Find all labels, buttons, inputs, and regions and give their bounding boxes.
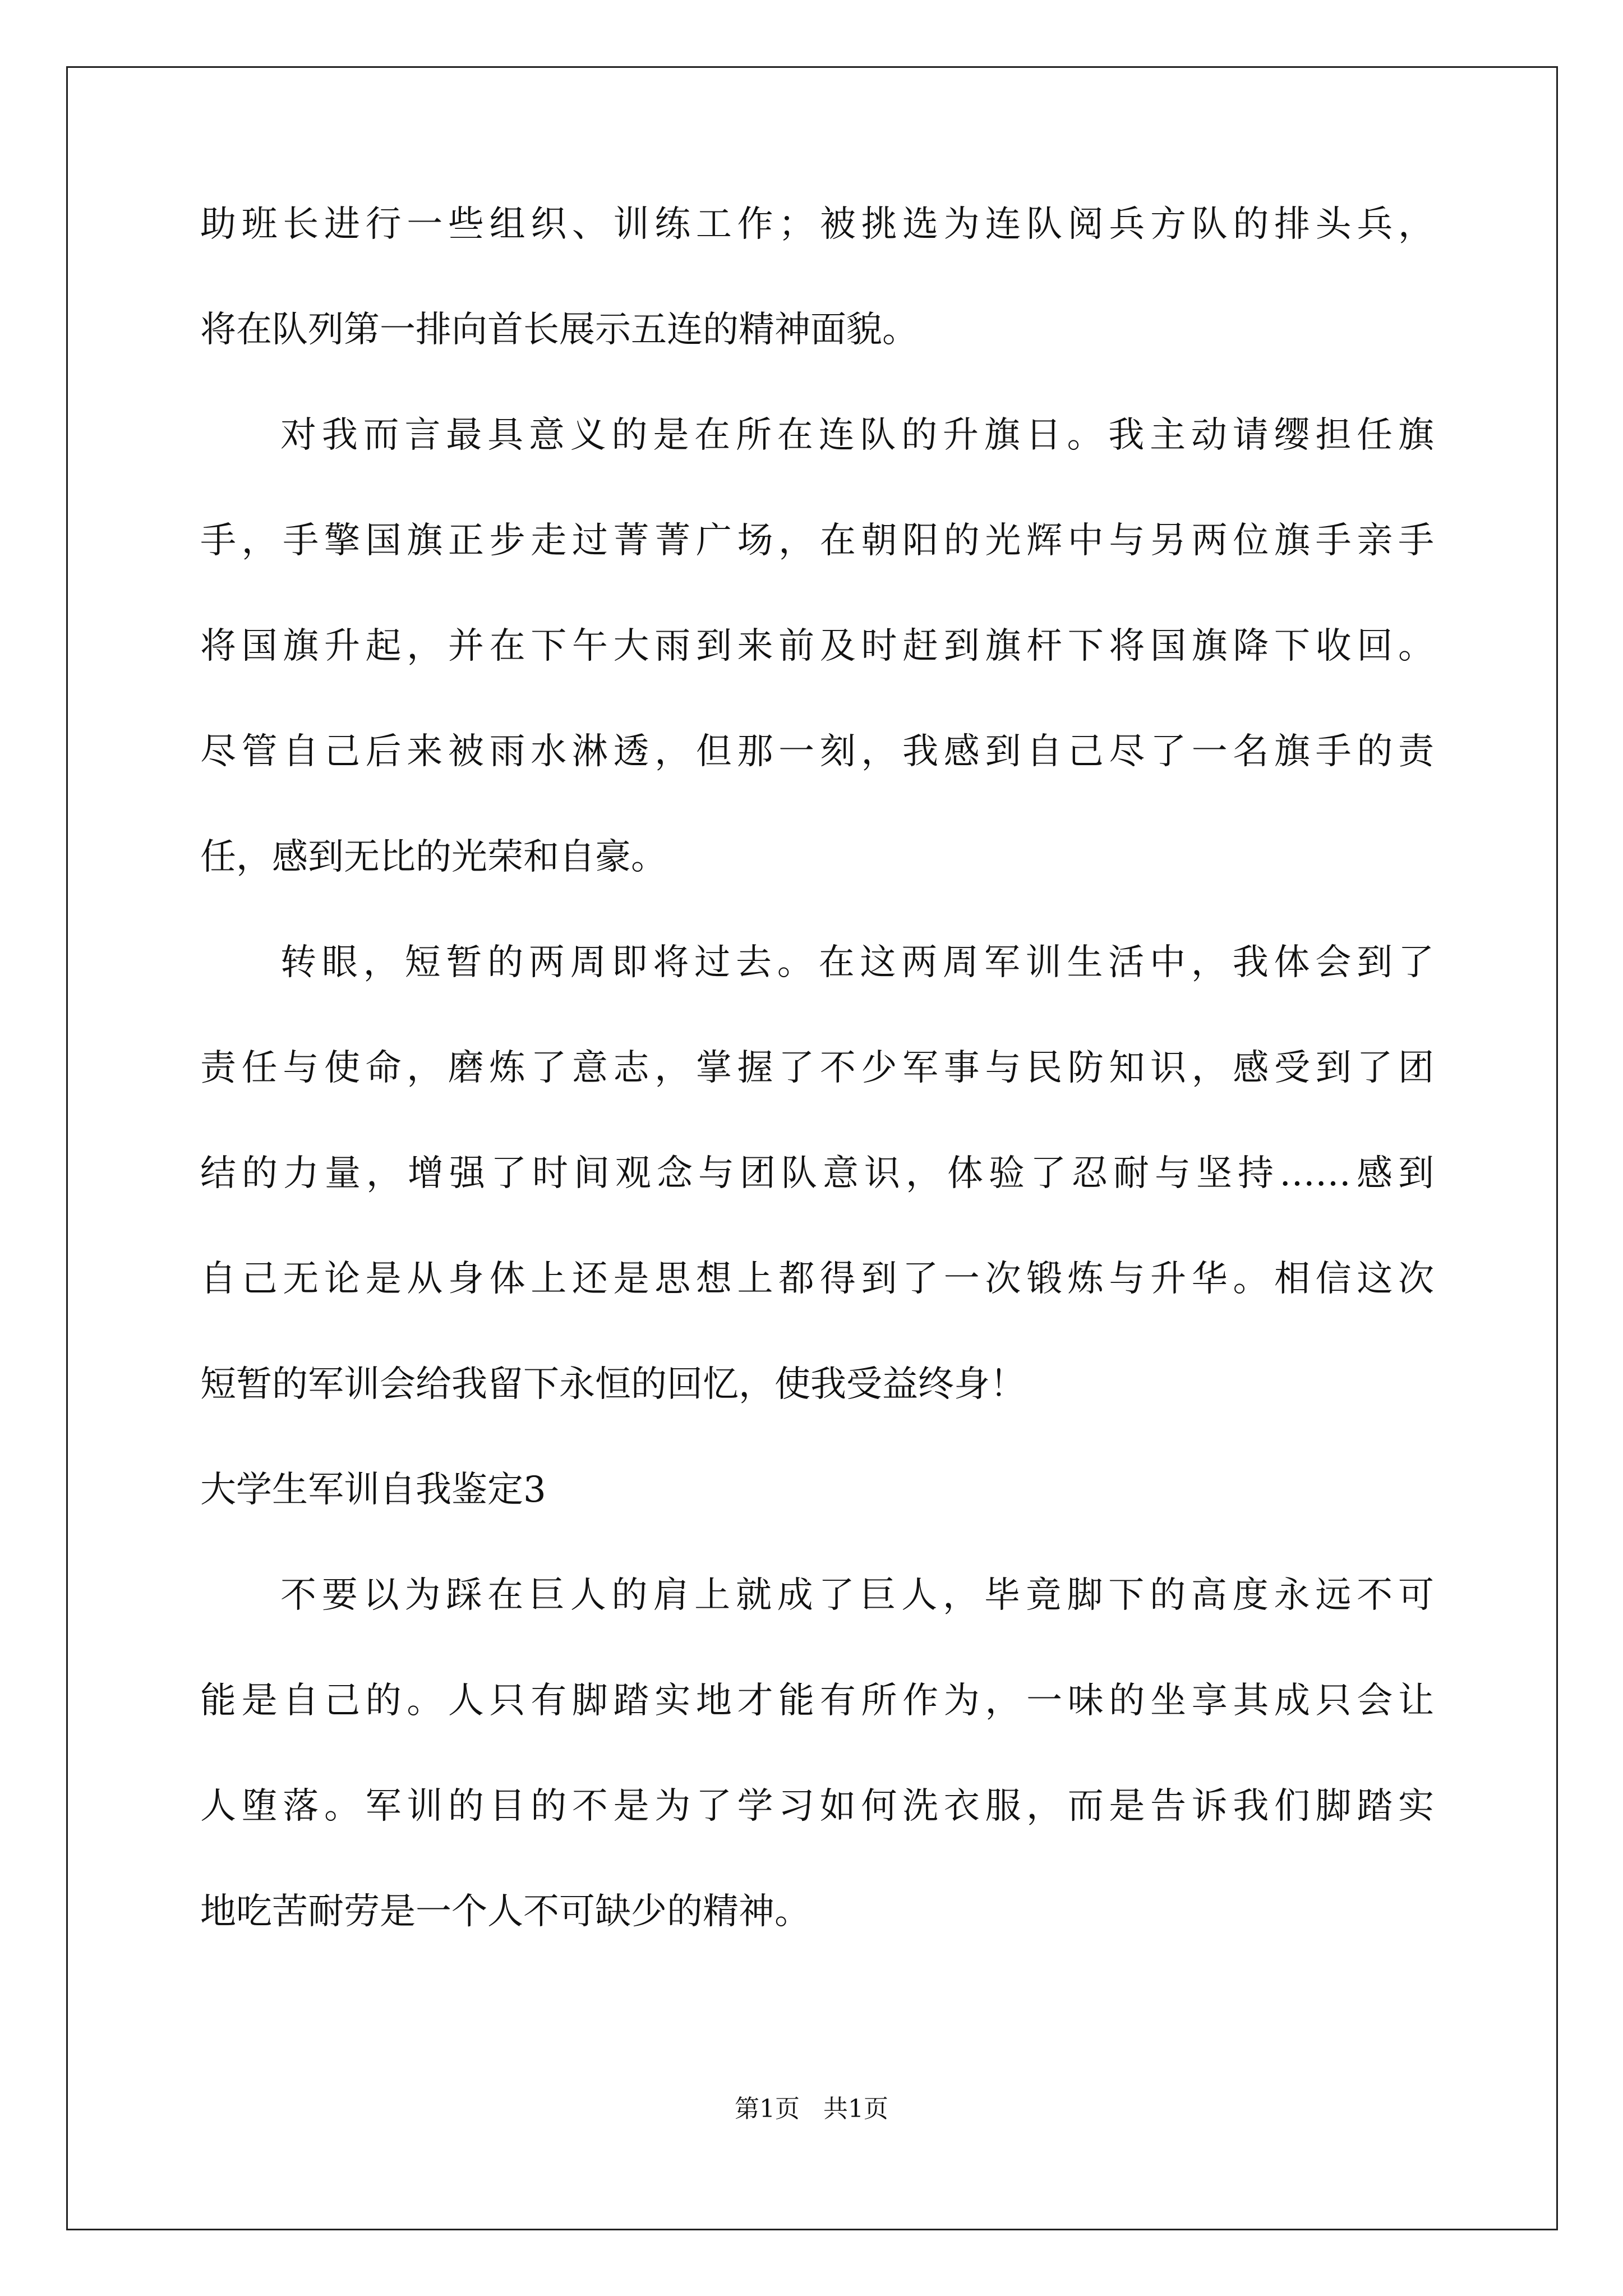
paragraph (200, 204, 1434, 351)
text-line: 结的力量，增强了时间观念与团队意识，体验了忍耐与坚持……感到 (200, 1153, 1434, 1194)
paragraph (200, 942, 1434, 1405)
text-line: 自己无论是从身体上还是思想上都得到了一次锻炼与升华。相信这次 (200, 1258, 1434, 1300)
text-line: 将国旗升起，并在下午大雨到来前及时赶到旗杆下将国旗降下收回。 (200, 625, 1434, 667)
section-heading: 大学生军训自我鉴定3 (200, 1469, 546, 1511)
text-line: 手，手擎国旗正步走过菁菁广场，在朝阳的光辉中与另两位旗手亲手 (200, 520, 1434, 562)
text-line: 人堕落。军训的目的不是为了学习如何洗衣服，而是告诉我们脚踏实 (200, 1786, 1434, 1827)
page-footer: 第1页 共1页 (735, 2095, 888, 2123)
text-line: 转眼，短暂的两周即将过去。在这两周军训生活中，我体会到了 (280, 942, 1434, 983)
text-line: 尽管自己后来被雨水淋透，但那一刻，我感到自己尽了一名旗手的责 (200, 731, 1434, 772)
text-line: 地吃苦耐劳是一个人不可缺少的精神。 (200, 1891, 810, 1932)
text-line: 不要以为踩在巨人的肩上就成了巨人，毕竟脚下的高度永远不可 (280, 1575, 1434, 1616)
text-line: 助班长进行一些组织、训练工作；被挑选为连队阅兵方队的排头兵， (200, 204, 1434, 245)
text-line: 能是自己的。人只有脚踏实地才能有所作为，一味的坐享其成只会让 (200, 1680, 1434, 1722)
text-line: 将在队列第一排向首长展示五连的精神面貌。 (200, 309, 918, 351)
document-body (200, 206, 1434, 1930)
text-line: 对我而言最具意义的是在所在连队的升旗日。我主动请缨担任旗 (280, 415, 1434, 456)
text-line: 责任与使命，磨炼了意志，掌握了不少军事与民防知识，感受到了团 (200, 1047, 1434, 1089)
paragraph (200, 415, 1434, 878)
paragraph (200, 1577, 1434, 1930)
text-line: 短暂的军训会给我留下永恒的回忆，使我受益终身！ (200, 1364, 1026, 1405)
text-line: 任，感到无比的光荣和自豪。 (200, 836, 667, 878)
